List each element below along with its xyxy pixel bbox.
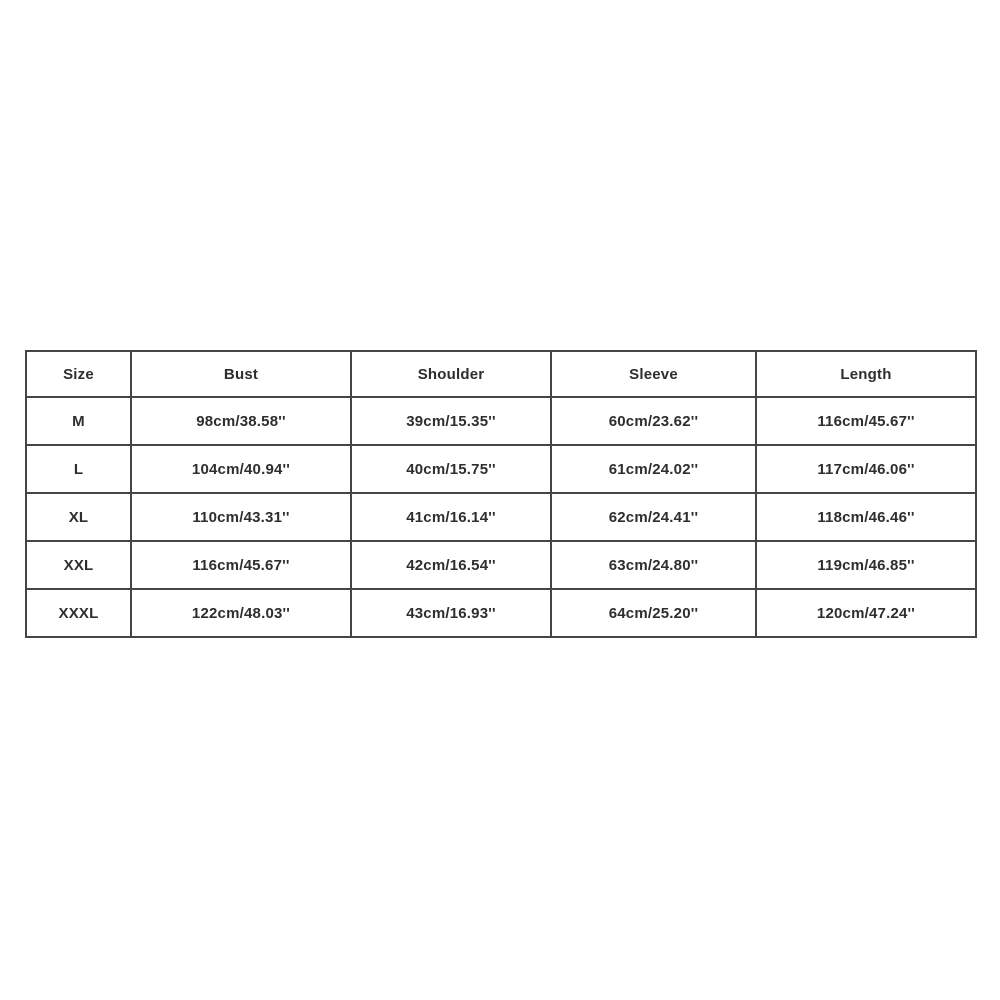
size-chart-body [26,397,976,637]
measurement-cell: 119cm/46.85'' [756,541,976,589]
size-chart-table [25,350,977,638]
header-row [26,351,976,397]
table-row [26,445,976,493]
table-row [26,541,976,589]
measurement-cell: 122cm/48.03'' [131,589,351,637]
column-header-length: Length [756,351,976,397]
column-header-size: Size [26,351,131,397]
table-row [26,493,976,541]
measurement-cell: 42cm/16.54'' [351,541,551,589]
measurement-cell: 64cm/25.20'' [551,589,756,637]
measurement-cell: 104cm/40.94'' [131,445,351,493]
measurement-cell: 61cm/24.02'' [551,445,756,493]
size-label-cell: L [26,445,131,493]
measurement-cell: 60cm/23.62'' [551,397,756,445]
size-label-cell: XL [26,493,131,541]
measurement-cell: 116cm/45.67'' [756,397,976,445]
size-label-cell: M [26,397,131,445]
table-row [26,397,976,445]
size-label-cell: XXL [26,541,131,589]
column-header-bust: Bust [131,351,351,397]
measurement-cell: 63cm/24.80'' [551,541,756,589]
measurement-cell: 118cm/46.46'' [756,493,976,541]
column-header-sleeve: Sleeve [551,351,756,397]
measurement-cell: 39cm/15.35'' [351,397,551,445]
measurement-cell: 117cm/46.06'' [756,445,976,493]
measurement-cell: 62cm/24.41'' [551,493,756,541]
measurement-cell: 41cm/16.14'' [351,493,551,541]
measurement-cell: 120cm/47.24'' [756,589,976,637]
column-header-shoulder: Shoulder [351,351,551,397]
size-chart-header [26,351,976,397]
measurement-cell: 43cm/16.93'' [351,589,551,637]
measurement-cell: 116cm/45.67'' [131,541,351,589]
table-row [26,589,976,637]
measurement-cell: 110cm/43.31'' [131,493,351,541]
measurement-cell: 98cm/38.58'' [131,397,351,445]
size-label-cell: XXXL [26,589,131,637]
measurement-cell: 40cm/15.75'' [351,445,551,493]
